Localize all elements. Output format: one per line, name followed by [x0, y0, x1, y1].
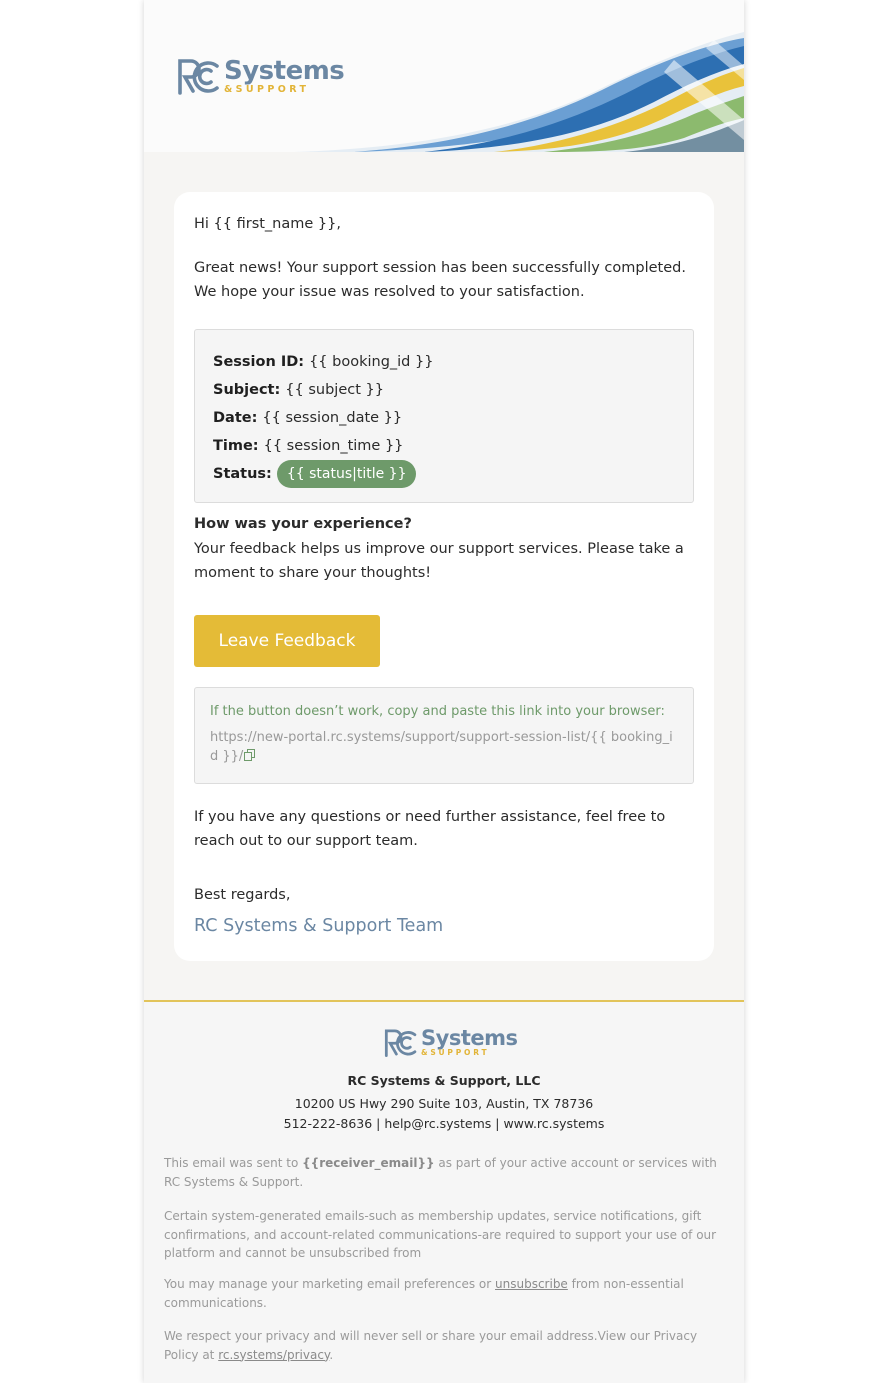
footer-system-emails-notice: Certain system-generated emails-such as membership updates, service notifications, gift confirmations, and account-related communications-are required to support your use of our platform and cannot be unsubscribed from	[164, 1209, 717, 1260]
email-container	[144, 0, 744, 1383]
footer-privacy-notice	[164, 1327, 724, 1364]
detail-label: Status:	[213, 466, 272, 482]
unsubscribe-link[interactable]: unsubscribe	[495, 1277, 568, 1291]
footer-sent-notice	[164, 1154, 724, 1191]
detail-value: {{ session_date }}	[262, 410, 403, 426]
regards-text: Best regards,	[194, 887, 291, 903]
header-wave-graphic	[294, 20, 744, 152]
footer-text: as part of your active account or services with RC Systems & Support.	[164, 1156, 717, 1189]
questions-text: If you have any questions or need further assistance, feel free to reach out to our support team.	[194, 809, 666, 849]
detail-label: Date:	[213, 410, 258, 426]
footer-logo	[384, 1027, 517, 1058]
detail-value: {{ session_time }}	[263, 438, 404, 454]
fallback-link-url[interactable]: https://new-portal.rc.systems/support/support-session-list/{{ booking_id }}/	[210, 730, 673, 764]
detail-label: Time:	[213, 438, 259, 454]
fallback-link[interactable]	[210, 728, 678, 766]
footer-text: You may manage your marketing email preferences or	[164, 1277, 496, 1291]
footer-text: from non-essential communications.	[164, 1277, 684, 1310]
detail-value: {{ booking_id }}	[309, 354, 434, 370]
leave-feedback-button[interactable]: Leave Feedback	[194, 615, 380, 667]
status-badge: {{ status|title }}	[277, 460, 417, 488]
footer-preferences-notice	[164, 1275, 724, 1312]
logo-subtext: &SUPPORT	[224, 83, 310, 95]
company-address: 10200 US Hwy 290 Suite 103, Austin, TX 78736	[294, 1096, 594, 1111]
privacy-link[interactable]: rc.systems/privacy	[218, 1347, 330, 1362]
detail-value: {{ subject }}	[285, 382, 384, 398]
company-contact: 512-222-8636 | help@rc.systems | www.rc.systems	[283, 1116, 605, 1131]
logo-wordmark: Systems	[224, 55, 345, 86]
detail-row-time	[213, 432, 675, 460]
footer-text: We respect your privacy and will never sell or share your email address.View our Privacy Policy at	[164, 1329, 698, 1362]
detail-row-status	[213, 460, 675, 488]
rc-logo-icon	[177, 56, 221, 96]
company-name: RC Systems & Support, LLC	[347, 1073, 541, 1088]
detail-row-session-id	[213, 348, 675, 376]
email-footer	[144, 1000, 744, 1383]
signature: RC Systems & Support Team	[194, 916, 444, 936]
intro-text: Great news! Your support session has been successfully completed. We hope your issue was resolved to your satisfaction.	[194, 260, 686, 300]
footer-text: .	[329, 1347, 334, 1362]
rc-logo-icon	[384, 1027, 418, 1058]
footer-text: This email was sent to	[164, 1156, 303, 1170]
logo-subtext: &SUPPORT	[421, 1048, 490, 1058]
detail-row-date	[213, 404, 675, 432]
receiver-email: {{receiver_email}}	[302, 1156, 435, 1170]
detail-label: Session ID:	[213, 354, 305, 370]
session-details-box	[194, 329, 694, 503]
logo-wordmark: Systems	[421, 1026, 518, 1051]
greeting: Hi {{ first_name }},	[194, 216, 341, 232]
detail-row-subject	[213, 376, 675, 404]
detail-label: Subject:	[213, 382, 281, 398]
email-body-card	[174, 192, 714, 961]
experience-heading: How was your experience?	[194, 516, 412, 532]
fallback-link-hint: If the button doesn’t work, copy and paste this link into your browser:	[210, 704, 665, 719]
fallback-link-box	[194, 687, 694, 784]
experience-text: Your feedback helps us improve our support services. Please take a moment to share your thoughts!	[194, 541, 684, 581]
email-header	[144, 0, 744, 152]
copy-icon[interactable]	[244, 749, 255, 761]
